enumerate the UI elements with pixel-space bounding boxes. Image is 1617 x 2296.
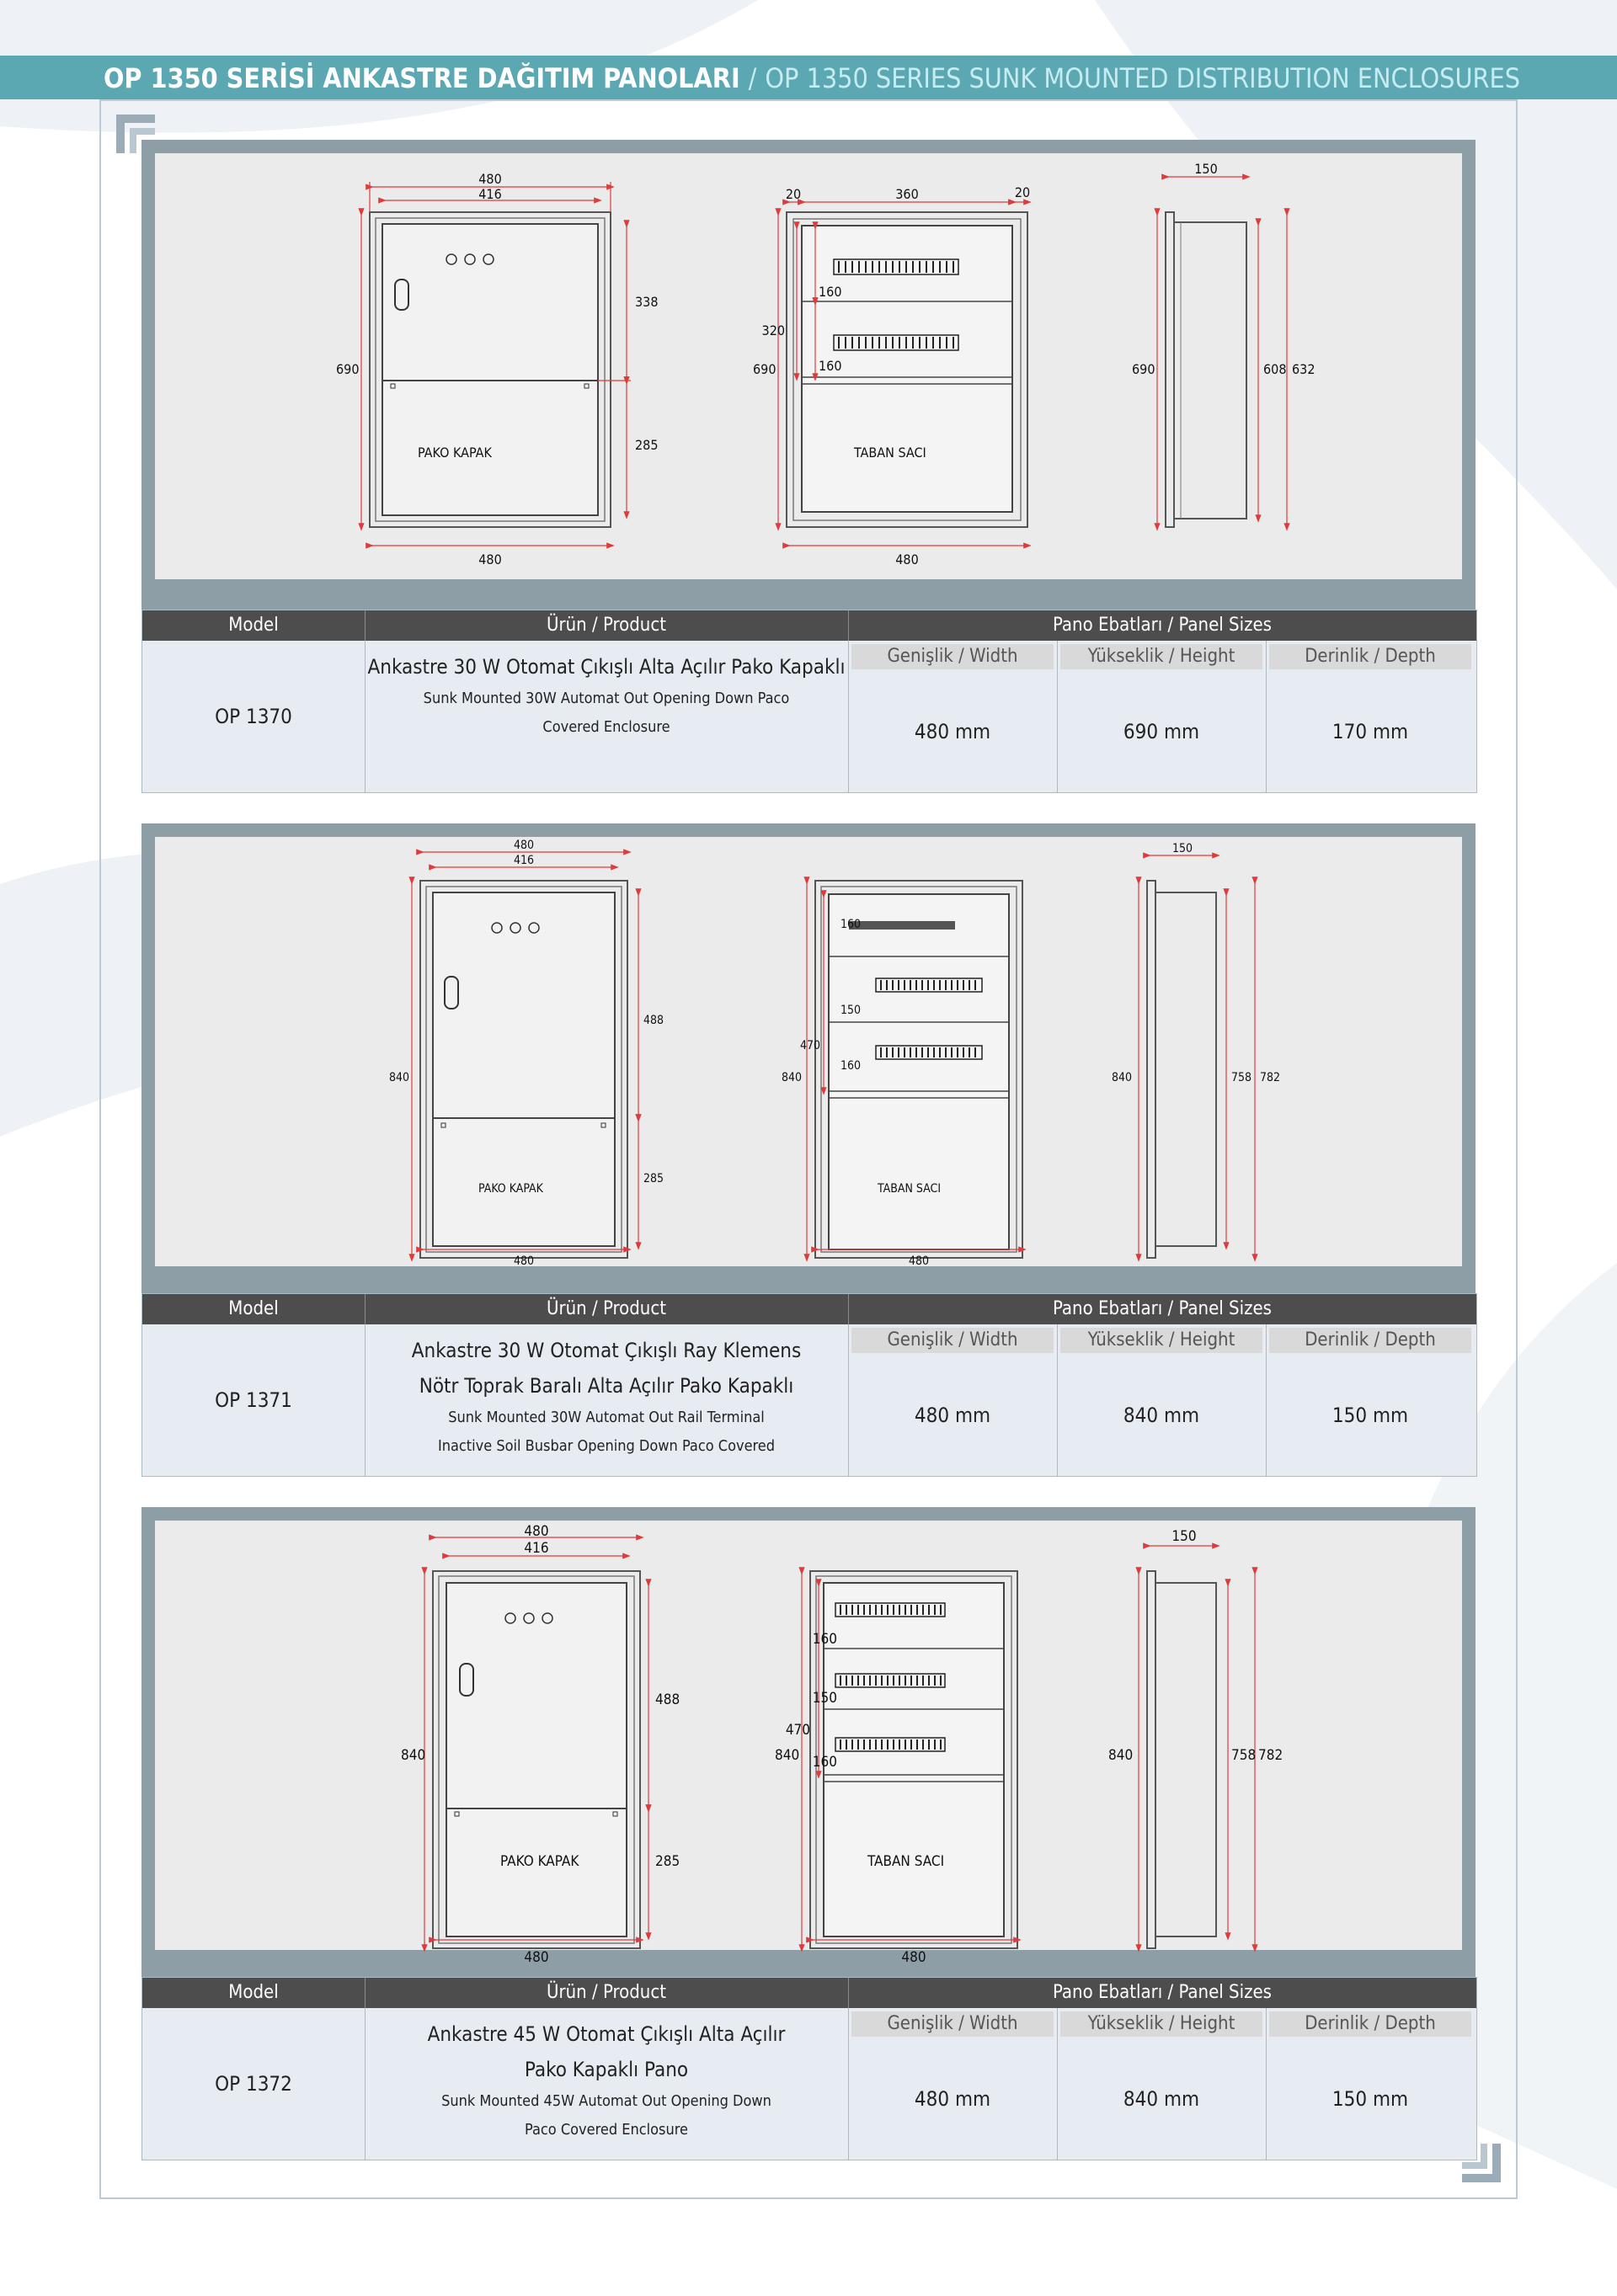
svg-text:840: 840 [401, 1747, 426, 1764]
technical-drawing [155, 1521, 1462, 1966]
svg-text:160: 160 [819, 284, 842, 300]
depth-value: 150 mm [1331, 2087, 1409, 2111]
svg-text:480: 480 [895, 551, 919, 567]
svg-text:160: 160 [812, 1631, 837, 1648]
product-description: Ankastre 45 W Otomat Çıkışlı Alta Açılır Pako Kapaklı Pano Sunk Mounted 45W Automat Out Opening Down Paco Covered Enclosure [427, 2022, 786, 2139]
model-code: OP 1370 [215, 705, 292, 728]
svg-text:758: 758 [1231, 1747, 1257, 1764]
svg-text:150: 150 [1171, 842, 1193, 855]
front-label: PAKO KAPAK [478, 1182, 543, 1196]
front-view [370, 212, 611, 527]
svg-text:632: 632 [1292, 361, 1315, 377]
svg-text:480: 480 [908, 1255, 930, 1268]
interior-view [810, 1571, 1017, 1948]
svg-text:20: 20 [785, 186, 802, 202]
product-section-op1370 [141, 140, 1476, 793]
product-description: Ankastre 30 W Otomat Çıkışlı Ray Klemens Nötr Toprak Baralı Alta Açılır Pako Kapaklı Sunk Mounted 30W Automat Out Rail Terminal Inactive Soil Busbar Opening Down Paco Covered [411, 1339, 802, 1455]
table-header: Model Ürün / Product Pano Ebatları / Panel Sizes [142, 1978, 1476, 2008]
svg-text:480: 480 [901, 1949, 926, 1966]
svg-text:690: 690 [1132, 361, 1155, 377]
side-view [1147, 1571, 1216, 1948]
model-code: OP 1371 [215, 1388, 292, 1412]
svg-text:160: 160 [841, 918, 862, 931]
product-table: Model Ürün / Product Pano Ebatları / Panel Sizes Genişlik / Width Yükseklik / Height Derinlik / Depth OP 1371 Ankastre 30 W Otomat Çıkışlı Ray Klemens Nötr Toprak Baralı Alta Açılır Pako Kapaklı Sunk Mounted 30W Automat Out Rail Terminal Inactive Soil Busbar Opening Down Paco Covered 480 mm 840 mm 150 mm [141, 1293, 1477, 1477]
model-code: OP 1372 [215, 2072, 292, 2096]
svg-text:840: 840 [1112, 1071, 1133, 1084]
svg-text:608: 608 [1263, 361, 1287, 377]
width-value: 480 mm [914, 2087, 991, 2111]
page-title: OP 1350 SERİSİ ANKASTRE DAĞITIM PANOLARI / OP 1350 SERIES SUNK MOUNTED DISTRIBUTION ENCLOSURES [103, 62, 1520, 94]
svg-text:285: 285 [655, 1853, 680, 1870]
product-section-op1371 [141, 823, 1476, 1477]
depth-value: 150 mm [1331, 1404, 1409, 1427]
svg-text:758: 758 [1231, 1071, 1252, 1084]
svg-text:690: 690 [753, 361, 776, 377]
svg-text:840: 840 [389, 1071, 410, 1084]
svg-text:285: 285 [643, 1172, 664, 1185]
svg-text:150: 150 [1171, 1528, 1197, 1545]
side-view [1166, 212, 1246, 527]
drawing-panel [141, 823, 1476, 1293]
svg-text:20: 20 [1014, 184, 1031, 200]
side-view [1147, 881, 1216, 1258]
product-description: Ankastre 30 W Otomat Çıkışlı Alta Açılır Pako Kapaklı Sunk Mounted 30W Automat Out Opening Down Paco Covered Enclosure [367, 655, 846, 736]
front-label: PAKO KAPAK [418, 445, 492, 461]
svg-text:840: 840 [1108, 1747, 1134, 1764]
svg-text:480: 480 [524, 1949, 549, 1966]
svg-text:150: 150 [812, 1690, 837, 1707]
svg-text:360: 360 [895, 186, 919, 202]
technical-drawing [155, 153, 1462, 579]
drawing-panel [141, 140, 1476, 610]
svg-text:160: 160 [812, 1754, 837, 1771]
svg-text:488: 488 [643, 1014, 664, 1027]
svg-text:480: 480 [478, 551, 502, 567]
depth-value: 170 mm [1331, 720, 1409, 743]
svg-text:160: 160 [841, 1059, 862, 1073]
table-header: Model Ürün / Product Pano Ebatları / Panel Sizes [142, 610, 1476, 641]
width-value: 480 mm [914, 1404, 991, 1427]
svg-text:480: 480 [513, 1255, 535, 1268]
svg-text:470: 470 [785, 1722, 810, 1739]
svg-text:690: 690 [336, 361, 360, 377]
svg-text:470: 470 [799, 1039, 820, 1052]
product-table: Model Ürün / Product Pano Ebatları / Panel Sizes Genişlik / Width Yükseklik / Height Derinlik / Depth OP 1372 Ankastre 45 W Otomat Çıkışlı Alta Açılır Pako Kapaklı Pano Sunk Mounted 45W Automat Out Opening Down Paco Covered Enclosure 480 mm 840 mm 150 mm [141, 1977, 1477, 2160]
drawing-panel [141, 1507, 1476, 1977]
svg-text:480: 480 [478, 171, 502, 187]
svg-text:285: 285 [635, 437, 659, 453]
svg-text:840: 840 [775, 1747, 800, 1764]
svg-text:416: 416 [513, 854, 535, 867]
product-section-op1372 [141, 1507, 1476, 2160]
front-view [433, 1571, 640, 1948]
svg-text:480: 480 [513, 839, 535, 852]
svg-text:416: 416 [478, 186, 502, 202]
svg-text:160: 160 [819, 358, 842, 374]
svg-text:488: 488 [655, 1691, 680, 1708]
header-bar [0, 56, 1617, 99]
mid-label: TABAN SACI [878, 1182, 942, 1196]
technical-drawing [155, 837, 1462, 1266]
height-value: 840 mm [1123, 1404, 1200, 1427]
corner-top-left-icon [116, 115, 155, 153]
table-header: Model Ürün / Product Pano Ebatları / Panel Sizes [142, 1294, 1476, 1324]
svg-text:782: 782 [1260, 1071, 1281, 1084]
svg-text:416: 416 [524, 1540, 549, 1557]
svg-text:320: 320 [761, 322, 785, 338]
svg-text:840: 840 [782, 1071, 803, 1084]
mid-label: TABAN SACI [854, 445, 926, 461]
width-value: 480 mm [914, 720, 991, 743]
svg-text:338: 338 [635, 294, 659, 310]
height-value: 690 mm [1123, 720, 1200, 743]
corner-bottom-right-icon [1462, 2144, 1501, 2182]
front-view [420, 881, 627, 1258]
product-table: Model Ürün / Product Pano Ebatları / Panel Sizes Genişlik / Width Yükseklik / Height Derinlik / Depth OP 1370 Ankastre 30 W Otomat Çıkışlı Alta Açılır Pako Kapaklı Sunk Mounted 30W Automat Out Opening Down Paco Covered Enclosure 480 mm 690 mm 170 mm [141, 610, 1477, 793]
svg-text:782: 782 [1258, 1747, 1283, 1764]
svg-text:150: 150 [841, 1004, 862, 1017]
svg-text:150: 150 [1194, 161, 1218, 177]
svg-text:480: 480 [524, 1523, 549, 1540]
height-value: 840 mm [1123, 2087, 1200, 2111]
front-label: PAKO KAPAK [500, 1853, 579, 1870]
mid-label: TABAN SACI [867, 1853, 945, 1870]
